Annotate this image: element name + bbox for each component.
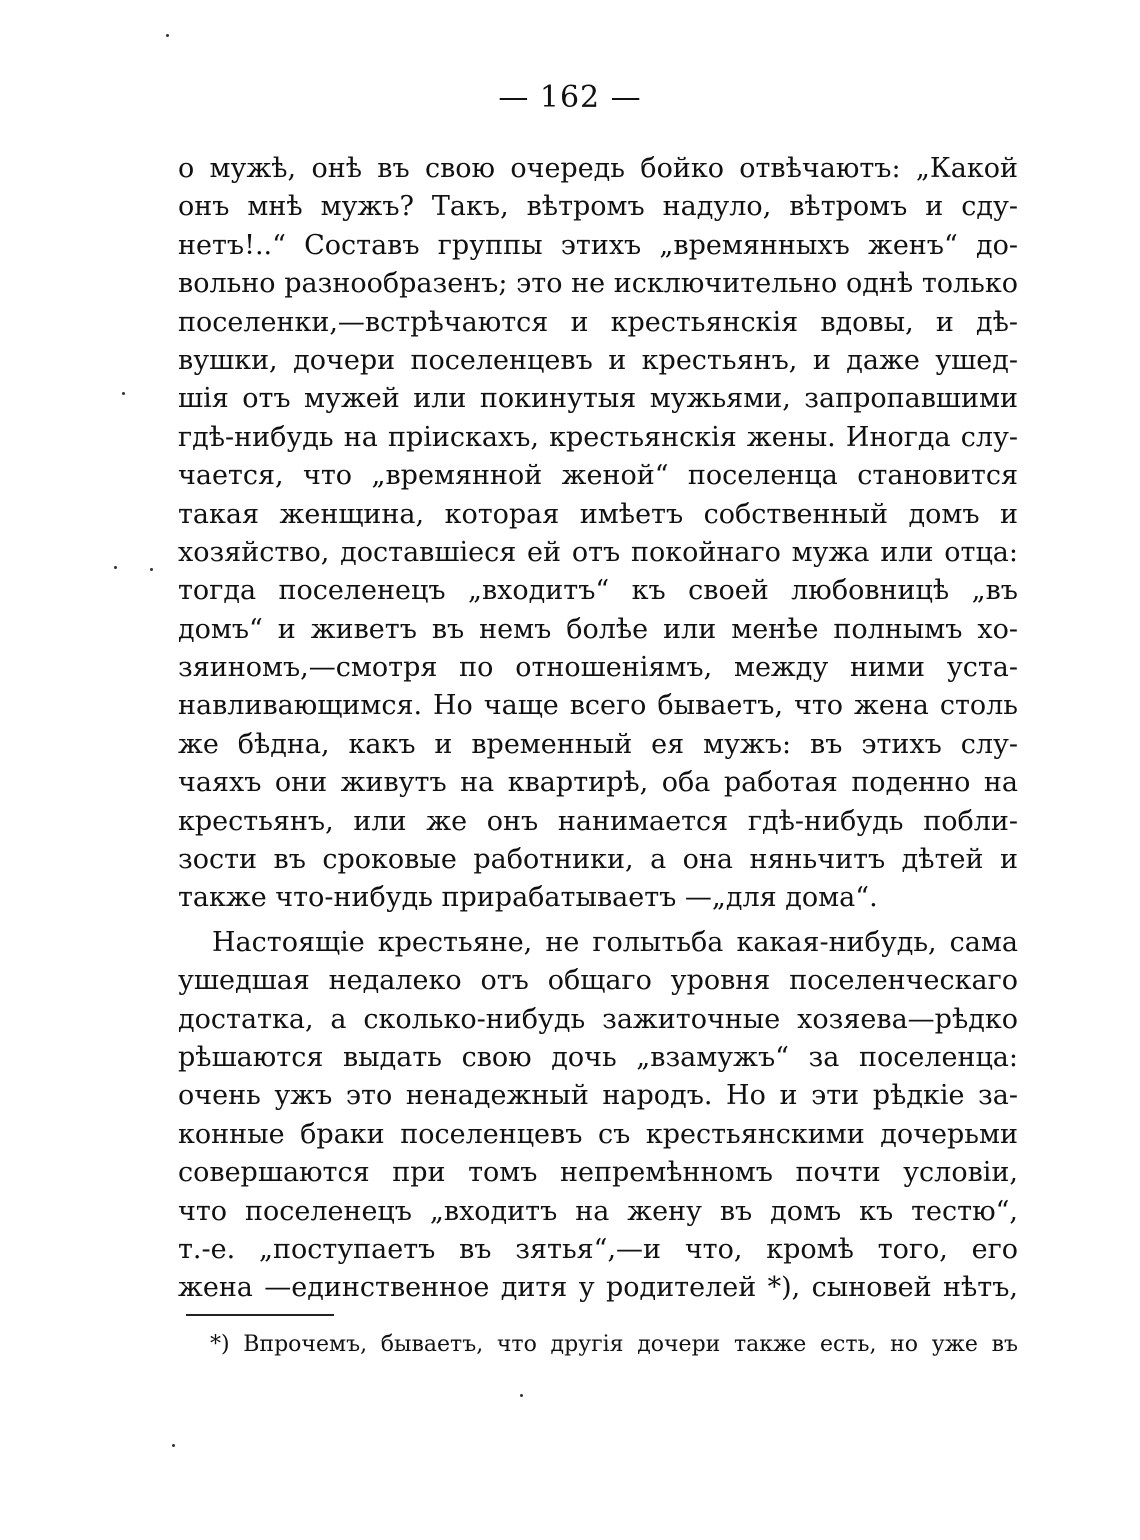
text-line: шія отъ мужей или покинутыя мужьями, запропавшими xyxy=(178,383,1018,415)
text-line: поселенки,—встрѣчаются и крестьянскія вдовы, и дѣ- xyxy=(178,306,1018,338)
footnote-divider xyxy=(186,1314,334,1316)
text-line: совершаются при томъ непремѣнномъ почти условіи, xyxy=(178,1157,1018,1189)
text-line: достатка, а сколько-нибудь зажиточные хозяева—рѣдко xyxy=(178,1003,1018,1035)
text-line: рѣшаются выдать свою дочь „взамужъ“ за поселенца: xyxy=(178,1041,1018,1073)
text-line: гдѣ-нибудь на пріискахъ, крестьянскія жены. Иногда слу- xyxy=(178,421,1018,453)
text-line: вушки, дочери поселенцевъ и крестьянъ, и даже ушед- xyxy=(178,344,1018,376)
text-line: жена —единственное дитя у родителей *), сыновей нѣтъ, xyxy=(178,1272,1018,1304)
text-line: чается, что „времянной женой“ поселенца становится xyxy=(178,460,1018,492)
text-line: онъ мнѣ мужъ? Такъ, вѣтромъ надуло, вѣтромъ и сду- xyxy=(178,191,1018,223)
body-text xyxy=(178,150,1018,1308)
text-line: вольно разнообразенъ; это не исключительно однѣ только xyxy=(178,268,1018,300)
text-line: тогда поселенецъ „входитъ“ къ своей любовницѣ „въ xyxy=(178,575,1018,607)
scan-speck xyxy=(114,566,117,569)
footnote: *) Впрочемъ, бываетъ, что другія дочери также есть, но уже въ xyxy=(210,1332,1018,1357)
scan-speck xyxy=(122,392,125,395)
page-number: — 162 — xyxy=(498,80,642,115)
text-line: о мужѣ, онѣ въ свою очередь бойко отвѣчаютъ: „Какой xyxy=(178,153,1018,184)
text-line: навливающимся. Но чаще всего бываетъ, что жена столь xyxy=(178,690,1018,722)
scan-speck xyxy=(520,1394,523,1397)
text-line: чаяхъ они живутъ на квартирѣ, оба работая поденно на xyxy=(178,767,1018,799)
text-line: т.-е. „поступаетъ въ зятья“,—и что, кромѣ того, его xyxy=(178,1233,1018,1265)
text-line: Настоящіе крестьяне, не голытьба какая-нибудь, сама xyxy=(212,926,1018,958)
text-line: такая женщина, которая имѣетъ собственный домъ и xyxy=(178,498,1018,530)
text-line: нетъ!..“ Составъ группы этихъ „времянныхъ женъ“ до- xyxy=(178,229,1018,261)
text-line: конные браки поселенцевъ съ крестьянскими дочерьми xyxy=(178,1118,1018,1150)
text-line: домъ“ и живетъ въ немъ болѣе или менѣе полнымъ хо- xyxy=(178,613,1018,645)
text-line: ушедшая недалеко отъ общаго уровня поселенческаго xyxy=(178,965,1018,997)
text-line: зяиномъ,—смотря по отношеніямъ, между ними уста- xyxy=(178,652,1018,684)
text-line: хозяйство, доставшіеся ей отъ покойнаго мужа или отца: xyxy=(178,536,1018,568)
scan-speck xyxy=(172,1444,175,1447)
text-line: также что-нибудь прирабатываетъ —„для дома“. xyxy=(178,882,878,914)
text-line: же бѣдна, какъ и временный ея мужъ: въ этихъ слу- xyxy=(178,728,1018,760)
text-line: крестьянъ, или же онъ нанимается гдѣ-нибудь побли- xyxy=(178,805,1018,837)
text-line: зости въ сроковые работники, а она няньчитъ дѣтей и xyxy=(178,844,1018,876)
scan-speck xyxy=(150,568,153,571)
text-line: что поселенецъ „входитъ на жену въ домъ къ тестю“, xyxy=(178,1195,1018,1227)
text-line: очень ужъ это ненадежный народъ. Но и эти рѣдкіе за- xyxy=(178,1080,1018,1112)
scan-speck xyxy=(166,34,169,37)
